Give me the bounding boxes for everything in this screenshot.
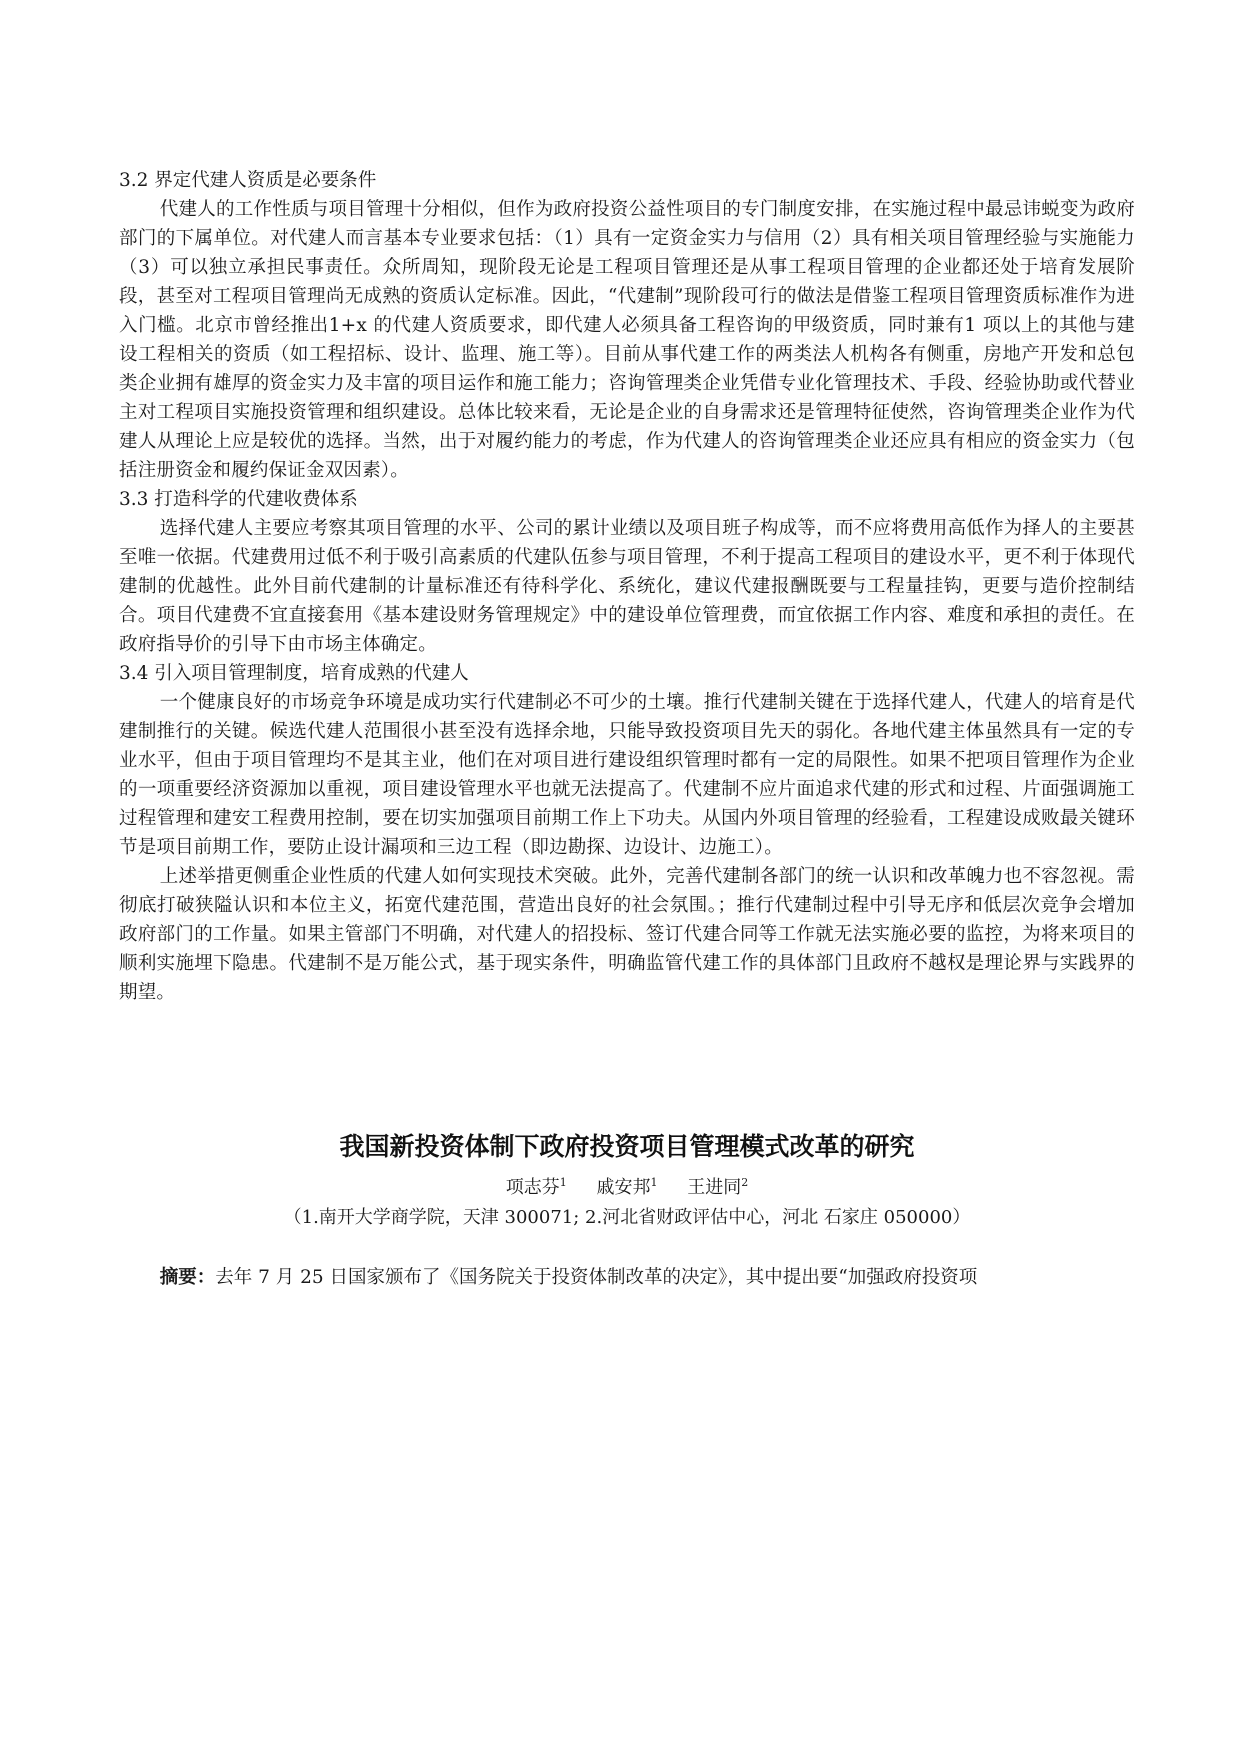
body-paragraph: 选择代建人主要应考察其项目管理的水平、公司的累计业绩以及项目班子构成等，而不应将费用高低作为择人的主要甚至唯一依据。代建费用过低不利于吸引高素质的代建队伍参与项目管理，不利于提高工程项目的建设水平，更不利于体现代建制的优越性。此外目前代建制的计量标准还有待科学化、系统化，建议代建报酬既要与工程量挂钩，更要与造价控制结合。项目代建费不宜直接套用《基本建设财务管理规定》中的建设单位管理费，而宜依据工作内容、难度和承担的责任。在政府指导价的引导下由市场主体确定。 — [119, 518, 1135, 655]
abstract-text: 去年 7 月 25 日国家颁布了《国务院关于投资体制改革的决定》，其中提出要“加强政府投资项 — [215, 1267, 978, 1288]
affiliation-line: （1.南开大学商学院，天津 300071; 2.河北省财政评估中心，河北 石家庄 050000） — [283, 1207, 971, 1228]
section-3-2 — [119, 166, 1135, 485]
article-title: 我国新投资体制下政府投资项目管理模式改革的研究 — [339, 1132, 915, 1161]
section-heading: 3.4 引入项目管理制度，培育成熟的代建人 — [119, 663, 469, 684]
body-paragraph: 一个健康良好的市场竞争环境是成功实行代建制必不可少的土壤。推行代建制关键在于选择代建人，代建人的培育是代建制推行的关键。候选代建人范围很小甚至没有选择余地，只能导致投资项目先天的弱化。各地代建主体虽然具有一定的专业水平，但由于项目管理均不是其主业，他们在对项目进行建设组织管理时都有一定的局限性。如果不把项目管理作为企业的一项重要经济资源加以重视，项目建设管理水平也就无法提高了。代建制不应片面追求代建的形式和过程、片面强调施工过程管理和建安工程费用控制，要在切实加强项目前期工作上下功夫。从国内外项目管理的经验看，工程建设成败最关键环节是项目前期工作，要防止设计漏项和三边工程（即边勘探、边设计、边施工）。 — [119, 692, 1135, 858]
new-article — [119, 1127, 1135, 1292]
body-paragraph: 代建人的工作性质与项目管理十分相似，但作为政府投资公益性项目的专门制度安排，在实施过程中最忌讳蜕变为政府部门的下属单位。对代建人而言基本专业要求包括：（1）具有一定资金实力与信用（2）具有相关项目管理经验与实施能力（3）可以独立承担民事责任。众所周知，现阶段无论是工程项目管理还是从事工程项目管理的企业都还处于培育发展阶段，甚至对工程项目管理尚无成熟的资质认定标准。因此，“代建制”现阶段可行的做法是借鉴工程项目管理资质标准作为进入门槛。北京市曾经推出1+x 的代建人资质要求，即代建人必须具备工程咨询的甲级资质，同时兼有1 项以上的其他与建设工程相关的资质（如工程招标、设计、监理、施工等）。目前从事代建工作的两类法人机构各有侧重，房地产开发和总包类企业拥有雄厚的资金实力及丰富的项目运作和施工能力；咨询管理类企业凭借专业化管理技术、手段、经验协助或代替业主对工程项目实施投资管理和组织建设。总体比较来看，无论是企业的自身需求还是管理特征使然，咨询管理类企业作为代建人从理论上应是较优的选择。当然，出于对履约能力的考虑，作为代建人的咨询管理类企业还应具有相应的资金实力（包括注册资金和履约保证金双因素）。 — [119, 199, 1135, 481]
author: 戚安邦$^1$ — [596, 1176, 658, 1198]
author: 王进同$^2$ — [687, 1176, 749, 1198]
author: 项志芬$^1$ — [505, 1176, 567, 1198]
abstract-label: 摘要： — [159, 1267, 216, 1288]
section-heading: 3.3 打造科学的代建收费体系 — [119, 489, 358, 510]
section-heading: 3.2 界定代建人资质是必要条件 — [119, 170, 377, 191]
document-page — [119, 166, 1135, 1292]
section-3-3 — [119, 485, 1135, 659]
section-spacer — [119, 1007, 1135, 1127]
section-3-4 — [119, 659, 1135, 1007]
abstract — [119, 1263, 1135, 1292]
body-paragraph: 上述举措更侧重企业性质的代建人如何实现技术突破。此外，完善代建制各部门的统一认识和改革魄力也不容忽视。需彻底打破狭隘认识和本位主义，拓宽代建范围，营造出良好的社会氛围。；推行代建制过程中引导无序和低层次竞争会增加政府部门的工作量。如果主管部门不明确，对代建人的招投标、签订代建合同等工作就无法实施必要的监控，为将来项目的顺利实施埋下隐患。代建制不是万能公式，基于现实条件，明确监管代建工作的具体部门且政府不越权是理论界与实践界的期望。 — [119, 866, 1135, 1003]
author-line — [119, 1173, 1135, 1203]
